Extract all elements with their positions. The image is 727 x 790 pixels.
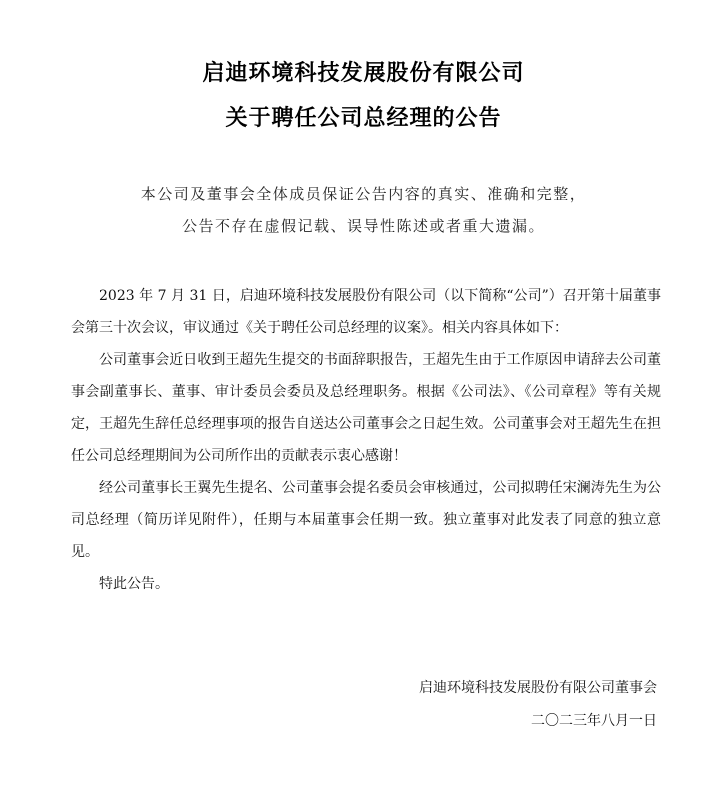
- disclaimer-line-1: 本公司及董事会全体成员保证公告内容的真实、准确和完整，: [140, 185, 587, 203]
- disclaimer-line-2: 公告不存在虚假记载、误导性陈述或者重大遗漏。: [181, 217, 545, 235]
- company-title: 启迪环境科技发展股份有限公司: [202, 61, 525, 86]
- announcement-title: 关于聘任公司总经理的公告: [225, 106, 502, 131]
- paragraph-resignation: 公司董事会近日收到王超先生提交的书面辞职报告，王超先生由于工作原因申请辞去公司董事会副董事长、董事、审计委员会委员及总经理职务。根据《公司法》、《公司章程》等有关规定，王超先生辞任总经理事项的报告自送达公司董事会之日起生效。公司董事会对王超先生在担任公司总经理期间为公司所作出的贡献表示衷心感谢！: [71, 352, 661, 464]
- announcement-body: [71, 280, 661, 600]
- signature-organization: 启迪环境科技发展股份有限公司董事会: [419, 680, 657, 696]
- signature-date: 二〇二三年八月一日: [531, 713, 657, 729]
- paragraph-closing: 特此公告。: [99, 576, 169, 592]
- paragraph-meeting: 2023 年 7 月 31 日，启迪环境科技发展股份有限公司（以下简称“公司”）召开第十届董事会第三十次会议，审议通过《关于聘任公司总经理的议案》。相关内容具体如下：: [71, 288, 661, 336]
- paragraph-appointment: 经公司董事长王翼先生提名、公司董事会提名委员会审核通过，公司拟聘任宋澜涛先生为公司总经理（简历详见附件），任期与本届董事会任期一致。独立董事对此发表了同意的独立意见。: [71, 480, 661, 560]
